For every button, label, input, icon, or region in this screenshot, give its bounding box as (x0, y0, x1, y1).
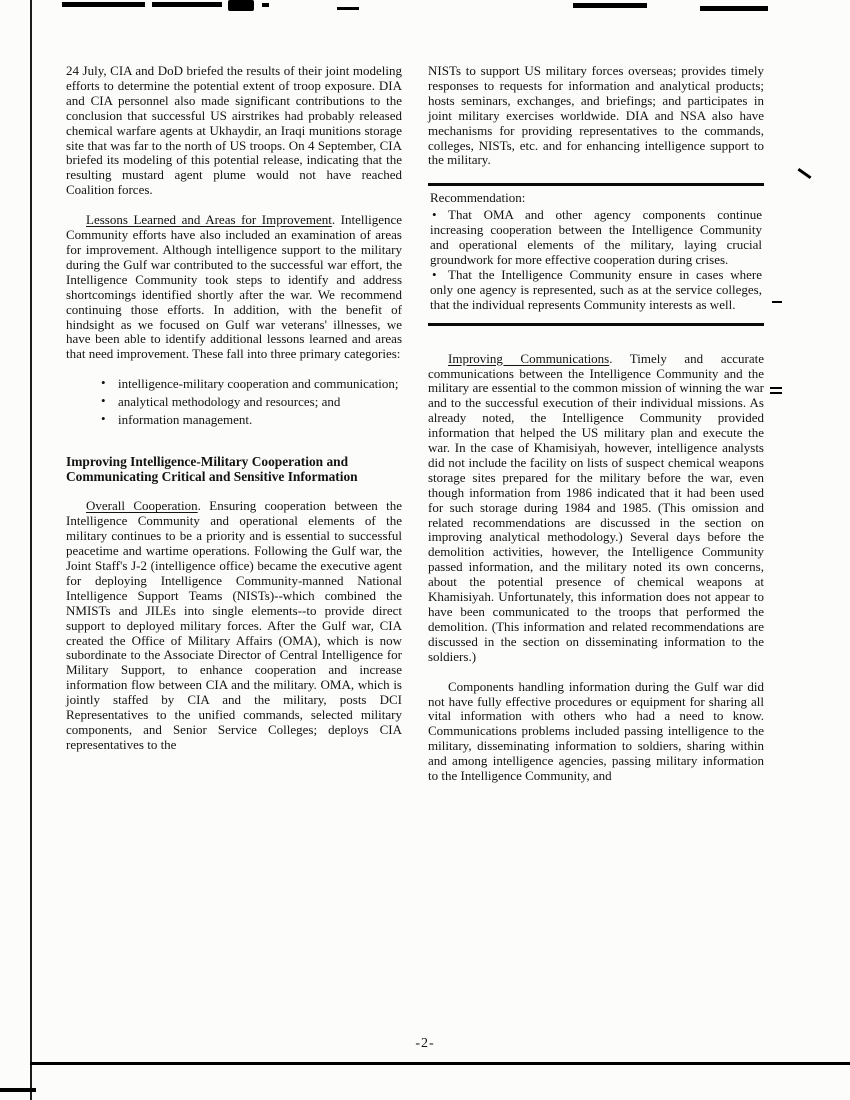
list-item (101, 375, 402, 392)
list-item (101, 393, 402, 410)
scan-artifact (700, 6, 768, 11)
bullet-icon: • (432, 266, 437, 282)
scan-artifact (262, 3, 269, 7)
list-item-text: intelligence-military cooperation and communication; (118, 376, 399, 392)
right-column (428, 64, 764, 799)
paragraph-components-handling: Components handling information during the Gulf war did not have fully effective procedures or equipment for sharing all vital information with others who had a need to know. Communications problems included passing intelligence to the military, disseminating information to soldiers, sharing within and among intelligence agencies, passing military information to the Intelligence Community, and (428, 678, 764, 784)
scan-artifact (770, 387, 782, 389)
scan-artifact (228, 0, 254, 11)
subheading-improving-communications: Improving Communications (448, 350, 610, 366)
bullet-icon: • (432, 207, 437, 223)
scan-artifact (772, 301, 782, 303)
recommendation-box (428, 183, 764, 325)
scan-artifact (152, 2, 222, 7)
paragraph-overall-cooperation (66, 499, 402, 752)
bullet-icon: • (101, 393, 106, 409)
scan-artifact (770, 392, 782, 394)
left-column (66, 64, 402, 768)
scan-artifact-bottom-rule (30, 1062, 850, 1065)
paragraph-modeling-briefing: 24 July, CIA and DoD briefed the results of their joint modeling efforts to determine the potential extent of troop exposure. DIA and CIA personnel also made significant contributions to the conclusion that successful US airstrikes had probably released chemical warfare agents at Ukhaydir, an Iraqi munitions storage site that was far to the north of US troops. On 4 September, CIA briefed its modeling of this potential release, indicating that the resulting mustard agent plume would not have reached Coalition forces. (66, 63, 402, 198)
paragraph-text: . Timely and accurate communications between the Intelligence Community and the military are essential to the common mission of winning the war and to the successful execution of their individual missions. As already noted, the Intelligence Community provided information that helped the US military plan and execute the war. In the case of Khamisiyah, however, intelligence analysts did not include the facility on lists of suspect chemical weapons storage sites prepared for the military before the war, even though information from 1986 indicated that it had been used for such storage during 1984 and 1985. (This omission and related recommendations are discussed in the section on improving analytical methodology.) Several days before the demolition activities, however, the Intelligence Community passed information, and the military noted its own concerns, about the potential presence of chemical weapons at Khamisiyah. Unfortunately, this information does not appear to have been communicated to the troops that performed the demolition. (This information and related recommendations are discussed in the section on disseminating information to the soldiers.) (428, 350, 764, 664)
category-bullet-list (66, 377, 402, 428)
recommendation-item (430, 208, 762, 268)
paragraph-lessons-learned (66, 213, 402, 362)
bullet-icon: • (101, 375, 106, 391)
section-heading-improving-cooperation: Improving Intelligence-Military Cooperation and Communicating Critical and Sensitive Information (66, 453, 358, 485)
recommendation-text: That the Intelligence Community ensure in cases where only one agency is represented, such as at the service colleges, that the individual represents Community interests as well. (430, 266, 762, 312)
bullet-icon: • (101, 411, 106, 427)
scan-artifact-left-edge (30, 0, 32, 1100)
recommendation-label: Recommendation: (430, 190, 526, 206)
subheading-overall-cooperation: Overall Cooperation (86, 498, 198, 514)
scan-artifact (337, 7, 359, 10)
recommendation-text: That OMA and other agency components continue increasing cooperation between the Intelligence Community and operational elements of the military, laying crucial groundwork for more effective cooperation during crises. (430, 207, 762, 267)
scan-artifact (573, 3, 647, 8)
scan-artifact (0, 1088, 36, 1092)
list-item (101, 411, 402, 428)
paragraph-text: . Ensuring cooperation between the Intelligence Community and operational elements of the military continues to be a priority and is essential to successful peacetime and wartime operations. Following the Gulf war, the Joint Staff's J-2 (intelligence office) became the executive agent for deploying Intelligence Community-manned National Intelligence Support Teams (NISTs)--which combined the NMISTs and JILEs into single elements--to provide direct support to deployed military forces. After the Gulf war, CIA created the Office of Military Affairs (OMA), which is now subordinate to the Associate Director of Central Intelligence for Military Support, to enhance cooperation and increase information flow between CIA and the military. OMA, which is jointly staffed by CIA and the military, posts DCI Representatives to the unified commands, selected military components, and Senior Service Colleges; deploys CIA representatives to the (66, 498, 403, 752)
recommendation-list (430, 208, 762, 312)
scan-artifact (62, 2, 145, 7)
list-item-text: information management. (118, 412, 253, 428)
list-item-text: analytical methodology and resources; and (118, 394, 341, 410)
paragraph-improving-communications (428, 352, 764, 665)
recommendation-item (430, 268, 762, 313)
page-number: -2- (415, 1036, 435, 1051)
paragraph-nists-support: NISTs to support US military forces overseas; provides timely responses to requests for information and analytical products; hosts seminars, exchanges, and briefings; and participates in joint military exercises worldwide. DIA and NSA also have mechanisms for providing representatives to the commands, colleges, NISTs, etc. and for enhancing intelligence support to the military. (428, 63, 764, 168)
scan-artifact-tick (797, 168, 811, 179)
paragraph-text: . Intelligence Community efforts have also included an examination of areas for improvement. Although intelligence support to the military during the Gulf war contributed to the successful war effort, the Intelligence Community took steps to identify and address shortcomings identified shortly after the war. We recommend continuing those efforts. In addition, with the benefit of hindsight as we focused on Gulf war veterans' illnesses, we have been able to identify additional lessons learned and areas that need improvement. These fall into three primary categories: (66, 212, 403, 362)
subheading-lessons-learned: Lessons Learned and Areas for Improvement (86, 212, 332, 228)
